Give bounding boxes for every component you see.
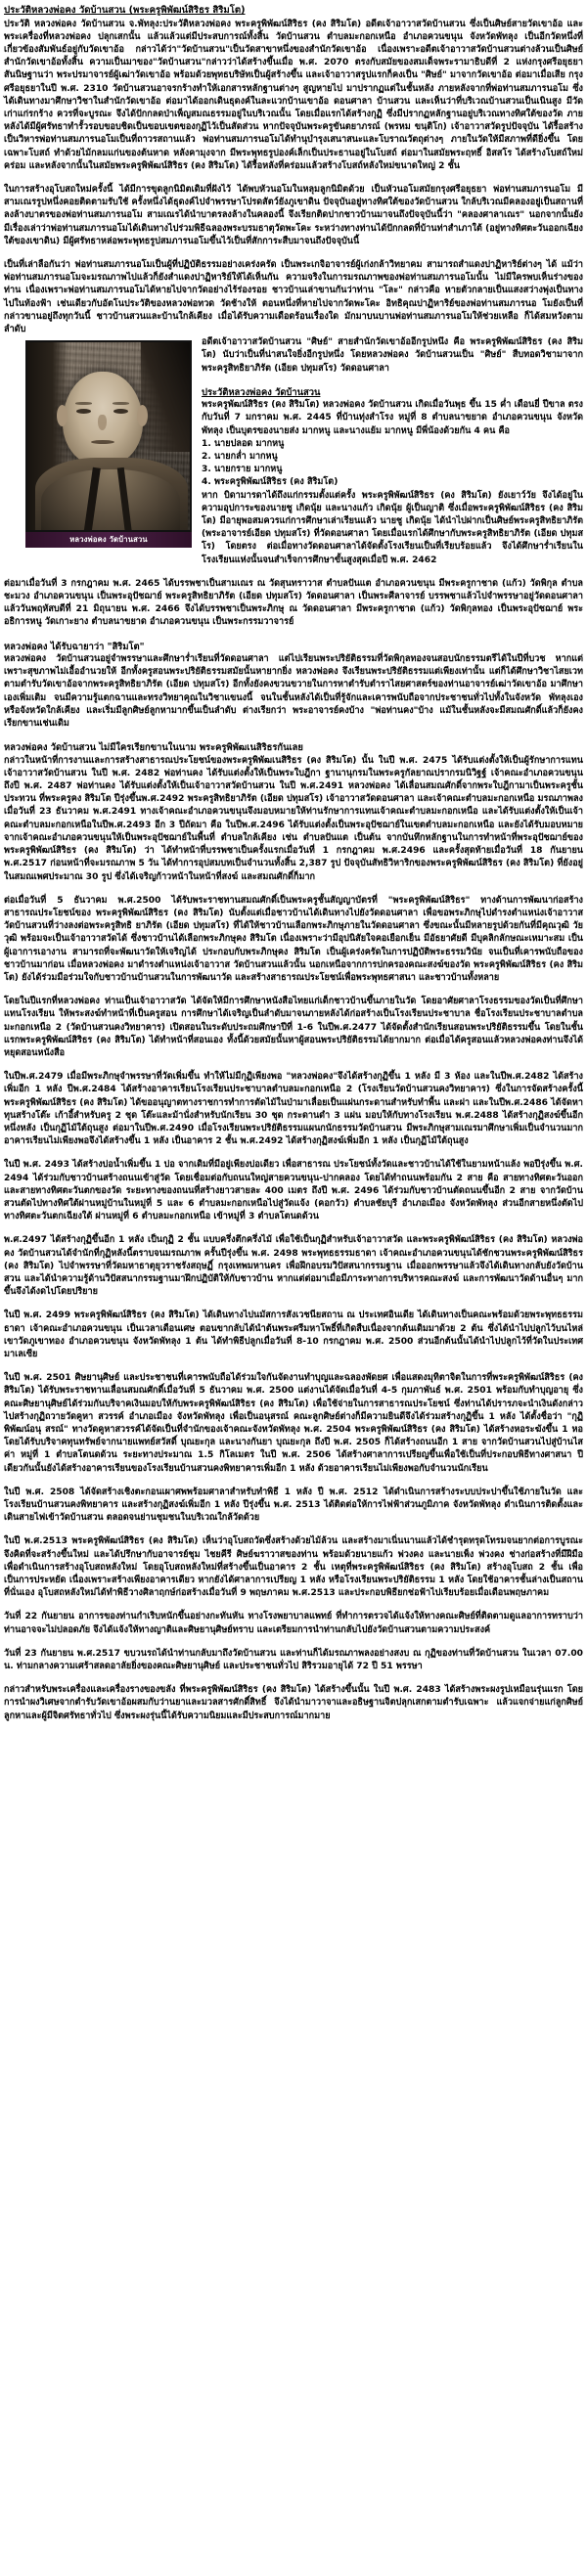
list-item: 3. นายกราย มากหนู (202, 465, 283, 475)
paragraph-nimit: ในการสร้างอุโบสถใหม่ครั้งนี้ ได้มีการขุดลูกนิมิตเดิมที่ฝังไว้ ได้พบหัวนอโมในหลุมลูกนิมิตด้วย เป็นหัวนอโมสมัยกรุงศรีอยุธยา พ่อท่านสมภารนอโม มีสามเณรรูปหนึ่งคอยติดตามรับใช้ ครั้งหนึ่งได้ธุดงค์ไปจำพรรษาโปรดสัตว์ยังภูเขาดิน ปัจจุบันอยู่ทางทิศใต้ของวัดบ้านสวน ใกล้บริเวณมีคลองอยู่เป็นสถานที่ลงล้างบาตรของพ่อท่านสมภารนอโม สามเณรได้นำบาตรลงล้างในคลองนี้ จึงเรียกติดปากชาวบ้านมาจนถึงปัจจุบันนี้ว่า "คลองศาลาเณร" นอกจากนั้นยังมีเรื่องเล่าว่าพ่อท่านสมภารนอโมได้เดินทางไปร่วมพิธีฉลองพระบรมธาตุวัดพะโคะ ระหว่างทางท่านได้ปักกลดที่บ้านท่าสำเภาใต้ (อยู่ทางทิศตะวันออกเฉียงใต้ของเขาดิน) มีผู้ศรัทธาหล่อพระพุทธรูปสมภารนอโมขึ้นไว้เป็นที่สักการะสืบมาจนถึงปัจจุบันนี้ (4, 184, 583, 246)
paragraph-birth: พระครูพัฒน์สิริธร (คง สิริมโต) หลวงพ่อคง วัดบ้านสวน เกิดเมื่อวันพุธ ขึ้น 15 ค่ำ เดือนยี่ ปีขาล ตรงกับวันที่ 7 มกราคม พ.ศ. 2445 ที่บ้านทุ่งสำโรง หมู่ที่ 8 ตำบลนาขยาด อำเภอควนขนุน จังหวัดพัทลุง เป็นบุตรของนายส่ง มากหนู และนางแย้ม มากหนู มีพี่น้องด้วยกัน 4 คน คือ (202, 400, 583, 436)
paragraph-school: โดยในปีแรกที่หลวงพ่อคง ท่านเป็นเจ้าอาวาสวัด ได้จัดให้มีการศึกษาหนังสือไทยแก่เด็กชาวบ้านขึ้นภายในวัด โดยอาศัยศาลาโรงธรรมของวัดเป็นที่ศึกษาแทนโรงเรียน ให้พระสงฆ์ทำหน้าที่เป็นครูสอน การศึกษาได้เจริญเป็นลำดับมาจนภายหลังได้ก่อสร้างเป็นโรงเรียนประชาบาล ชื่อโรงเรียนประชาบาลตำบลมะกอกเหนือ 2 (วัดบ้านสวนคงวิทยาคาร) เปิดสอนในระดับประถมศึกษาปีที่ 1-6 ในปีพ.ศ.2477 ได้จัดตั้งสำนักเรียนสอนพระปริยัติธรรมขึ้น โดยในชั้นแรกพระครูพิพัฒน์สิริธร (คง สิริมโต) ได้ทำหน้าที่สอนเอง ทั้งนี้ด้วยสมัยนั้นหาผู้สอนพระปริยัติธรรมได้ยากมาก ต่อเมื่อได้ครูสอนแล้วหลวงพ่อคงท่านจึงได้หยุดสอนหนังสือ (4, 997, 583, 1058)
paragraph-celebration-2501: ในปี พ.ศ. 2501 ศิษยานุศิษย์ และประชาชนที่เคารพนับถือได้ร่วมใจกันจัดงานทำบุญและฉลองพัดยศ เพื่อแสดงมุทิตาจิตในการที่พระครูพิพัฒน์สิริธร (คง สิริมโต) ได้รับพระราชทานเลื่อนสมณศักดิ์เมื่อวันที่ 5 ธันวาคม พ.ศ. 2500 แต่งานได้จัดเมื่อวันที่ 4-5 กุมภาพันธ์ พ.ศ. 2501 พร้อมกับทำบุญอายุ ซึ่งคณะศิษยานุศิษย์ได้ร่วมกันบริจาคเงินมอบให้กับพระครูพิพัฒน์สิริธร (คง สิริมโต) เพื่อใช้จ่ายในการสาธารณประโยชน์ ซึ่งท่านได้ปรารภจะนำเงินดังกล่าวไปสร้างกุฏิถวายวัดคูหา สวรรค์ อำเภอเมือง จังหวัดพัทลุง เพื่อเป็นอนุสรณ์ คณะลูกศิษย์ต่างก็มีความยินดีจึงได้ร่วมสร้างกุฏิขึ้น 1 หลัง ได้ตั้งชื่อว่า "กุฏิพิพัฒน์อนุ สรณ์" ทางวัดคูหาสวรรค์ได้จัดเป็นที่จำนักของเจ้าคณะจังหวัดพัทลุง พ.ศ. 2504 พระครูพิพัฒน์สิริธร (คง สิริมโต) ได้สร้างหอระฆังขึ้น 1 หอ โดยได้รับบริจาคทุนทรัพย์จากนายแพทย์สวัสดิ์ บุณยะกุล และนางกันยา บุณยะกุล ถึงปี พ.ศ. 2505 ก็ได้สร้างถนนอีก 1 สาย จากวัดบ้านสวนไปสู่บ้านไสค่า หมู่ที่ 1 ตำบลโตนดด้วน ระยะทางประมาณ 1.5 กิโลเมตร ในปี พ.ศ. 2506 ได้สร้างศาลาการเปรียญขึ้นเพื่อใช้เป็นที่ประกอบพิธีทางศาสนา ปีเดียวกันนั้นยังได้สร้างอาคารเรียนของโรงเรียนบ้านสวนคงพิทยาคารเพิ่มอีก 1 หลัง ด้วยอาคารเรียนไม่เพียงพอกับจำนวนนักเรียน (4, 1373, 583, 1474)
photo-shoulders (41, 469, 180, 532)
heading-chaya: หลวงพ่อคง ได้รับฉายาว่า "สิริมโต" (4, 641, 145, 652)
paragraph-passing: วันที่ 23 กันยายน พ.ศ.2517 ขบวนรถได้นำท่านกลับมาถึงวัดบ้านสวน และท่านก็ได้มรณภาพลงอย่างสงบ ณ กุฏิของท่านที่วัดบ้านสวน ในเวลา 07.00 น. ท่ามกลางความเศร้าสลดอาลัยยิ่งของคณะศิษยานุศิษย์ และประชาชนทั่วไป สิริรวมอายุได้ 72 ปี 51 พรรษา (4, 1648, 583, 1672)
paragraph-ubosot-rebuild: ในปี พ.ศ.2513 พระครูพิพัฒน์สิริธร (คง สิริมโต) เห็นว่าอุโบสถวัดซึ่งสร้างด้วยไม้ล้วน และสร้างมาเนิ่นนานแล้วได้ชำรุดทรุดโทรมจนยากต่อการบูรณะ จึงคิดที่จะสร้างขึ้นใหม่ และได้ปรึกษากับอาจารย์ชุม ไชยคีรี ศิษย์ฆราวาสของท่าน พร้อมด้วยนายแก้ว พ่วงคง และนายเพ็ง พ่วงคง ช่างก่อสร้างที่มีฝีมือ เพื่อดำเนินการสร้างอุโบสถหลังใหม่ โดยอุโบสถหลังใหม่ที่สร้างขึ้นเป็นอาคาร 2 ชั้น เหตุที่พระครูพิพัฒน์สิริธร (คง สิริมโต) สร้างอุโบสถ 2 ชั้น เพื่อเป็นการประหยัด เนื่องเพราะสร้างเพียงอาคารเดียว หากยังได้ศาลาการเปรียญ 1 หลัง หรือโรงเรียนพระปริยัติธรรม 1 หลัง โดยใช้อาคารชั้นล่างเป็นสถานที่นั่นเอง อุโบสถหลังใหม่ได้ทำพิธีวางศิลาฤกษ์ก่อสร้างเมื่อวันที่ 9 พฤษภาคม พ.ศ.2513 และประกอบพิธียกช่อฟ้าไปเรียบร้อยเมื่อเดือนพฤษภาคม (4, 1536, 583, 1599)
monk-photo-block (25, 340, 192, 548)
paragraph-guardians: หาก บิดามารดาได้ถึงแก่กรรมตั้งแต่ครั้ง พระครูพิพัฒน์สิริธร (คง สิริมโต) ยังเยาว์วัย จึงได้อยู่ในความอุปการะของนายชู เกิดนุ้ย และนางแก้ว เกิดนุ้ย ผู้เป็นญาติ ซึ่งเมื่อพระครูพิพัฒน์สิริธร (คง สิริมโต) มีอายุพอสมควรแก่การศึกษาเล่าเรียนแล้ว นายชู เกิดนุ้ย ได้นำไปฝากเป็นศิษย์พระครูสิทธิยาภิรัต (พระอาจารย์เอียด ปทุมสโร) ที่วัดดอนศาลา โดยเมื่อแรกได้ศึกษากับพระครูสิทธิยาภิรัต (เอียด ปทุมสโร) โดยตรง ต่อเมื่อทางวัดดอนศาลาได้จัดตั้งโรงเรียนเป็นที่เรียบร้อยแล้ว จึงได้ศึกษาร่ำเรียนในโรงเรียนแห่งนั้นจนสำเร็จการศึกษาขั้นสูงสุดเมื่อปี พ.ศ. 2462 (202, 490, 583, 565)
paragraph-kuti-2497: พ.ศ.2497 ได้สร้างกุฏิขึ้นอีก 1 หลัง เป็นกุฏิ 2 ชั้น แบบครึ่งตึกครึ่งไม้ เพื่อใช้เป็นกุฏิสำหรับเจ้าอาวาสวัด และพระครูพิพัฒน์สิริธร (คง สิริมโต) หลวงพ่อคง วัดบ้านสวนได้จำนักที่กุฏิหลังนี้ตราบจนมรณภาพ ครั้นปีรุ่งขึ้น พ.ศ. 2498 พระพุทธธรรมธาดา เจ้าคณะอำเภอควนขนุนได้ชักชวนพระครูพิพัฒน์สิริธร (คง สิริมโต) ไปจำพรรษาที่วัดมหาธาตุยุวราชรังสฤษฏิ์ กรุงเทพมหานคร เพื่อฝึกอบรมวิปัสสนากรรมฐาน เมื่อออกพรรษาแล้วจึงได้เดินทางกลับยังวัดบ้านสวน และได้นำความรู้ด้านวิปัสสนากรรมฐานมาฝึกปฏิบัติให้กับชาวบ้าน หากแต่ต่อมาเมื่อมีภาระทางการบริหารคณะสงฆ์ และการพัฒนาวัดด้านอื่นๆ มากขึ้นจึงได้งดไปโดยปริยาย (4, 1235, 583, 1298)
paragraph-title-2500: ต่อเมื่อวันที่ 5 ธันวาคม พ.ศ.2500 ได้รับพระราชทานสมณศักดิ์เป็นพระครูชั้นสัญญาบัตรที่ "พระครูพิพัฒน์สิริธร" ทางด้านการพัฒนาก่อสร้างสาธารณประโยชน์ของ พระครูพิพัฒน์สิริธร (คง สิริมโต) นับตั้งแต่เมื่อชาวบ้านได้เดินทางไปยังวัดดอนศาลา เพื่อขอพระภิกษุไปดำรงตำแหน่งเจ้าอาวาสวัดบ้านสวนที่ว่างลงต่อพระครูสิทธิ ยาภิรัต (เอียด ปทุมสโร) ที่ได้ให้ชาวบ้านเลือกพระภิกษุภายในวัดดอนศาลา ซึ่งขณะนั้นมีหลายรูปด้วยกันที่มีคุณวุฒิ วัยวุฒิ พร้อมจะเป็นเจ้าอาวาสวัดได้ ซึ่งชาวบ้านได้เลือกพระภิกษุคง สิริมโต เนื่องเพราะว่ามีอุปนิสัยใจคอเยือกเย็น มีอัธยาศัยดี มีบุคลิกลักษณะเหมาะสม เป็นผู้เอาการเอางาน สามารถที่จะพัฒนาวัดให้เจริญได้ ประกอบกับพระภิกษุคง สิริมโต เป็นผู้เคร่งครัดในการปฏิบัติพระธรรมวินัย จนเป็นที่เคารพนับถือของชาวบ้านมาก่อน เมื่อหลวงพ่อคง มาดำรงตำแหน่งเจ้าอาวาส วัดบ้านสวนแล้วนั้น นอกเหนือจากการปกครองคณะสงฆ์ของวัด พระครูพิพัฒน์สิริธร (คง สิริมโต) ยังได้ร่วมมือร่วมใจกับชาวบ้านบ้านสวนในการพัฒนาวัด และสร้างสาธารณประโยชน์เพื่อพระพุทธศาสนา และชาวบ้านทั้งหลาย (4, 895, 583, 983)
paragraph-study: หลวงพ่อคง วัดบ้านสวนอยู่จำพรรษาและศึกษาร่ำเรียนที่วัดดอนศาลา แต่ไปเรียนพระปริยัติธรรมที่วัดพิกุลทองจนสอบนักธรรมตรีได้ในปีที่บวช หากแต่เพราะสุขภาพไม่เอื้ออำนวยให้ อีกทั้งครูสอนพระปริยัติธรรมสมัยนั้นหายากยิ่ง หลวงพ่อคง จึงเรียนพระปริยัติธรรมแต่เพียงเท่านั้น แต่ก็ได้ศึกษาวิชาไสยเวท ตามตำรับวัดเขาอ้อจากพระครูสิทธิยาภิรัต (เอียด ปทุมสโร) อีกทั้งยังคงขวนขวายในการหาตำรับตำราไสยศาสตร์ของท่านอาจารย์เฒ่าวัดเขาอ้อ มาศึกษาเองเพิ่มเติม จนมีความรู้แตกฉานและทรงวิทยาคุณในวิชาแขนงนี้ จนในชั้นหลังได้เป็นที่รู้จักและเคารพนับถือจากประชาชนทั่วไปทั้งในจังหวัด พัทลุงเอง หรือจังหวัดใกล้เคียง และเริ่มมีลูกศิษย์ลูกหามากขึ้นเป็นลำดับ ต่างเรียกว่า พระอาจารย์คงบ้าง "พ่อท่านคง"บ้าง แม้ในชั้นหลังจะมีสมณศักดิ์แล้วก็ยังคงเรียกขานเช่นเดิม (4, 654, 583, 730)
heading-noname: หลวงพ่อคง วัดบ้านสวน ไม่มีใครเรียกขานในนาม พระครูพิพัฒเนสิริธรกันเลย (4, 742, 303, 754)
list-item: 1. นายปลอด มากหนู (202, 438, 285, 449)
paragraph-duties: กล่าวในหน้าที่การงานและการสร้างสาธารณประโยชน์ของพระครูพิพัฒเนสิริธร (คง สิริมโต) นั้น ในปี พ.ศ. 2475 ได้รับแต่งตั้งให้เป็นผู้รักษาการแทนเจ้าอาวาสวัดบ้านสวน ในปี พ.ศ. 2482 พ่อท่านคง ได้รับแต่งตั้งให้เป็นพระใบฎีกา ฐานานุกรมในพระครูกัลยาณปรากรมนิวิฐฐ์ เจ้าคณะอำเภอควนขนุน ถึงปี พ.ศ. 2487 พ่อท่านคง ได้รับแต่งตั้งให้เป็นเจ้าอาวาสวัดบ้านสวน ในปี พ.ศ.2491 หลวงพ่อคง ได้เลื่อนสมณศักดิ์จากพระใบฎีกามาเป็นพระครูชั้นประทวน ที่พระครูคง สิริมโต ปีรุ่งขึ้นพ.ศ.2492 พระครูสิทธิยาภิรัต (เอียด ปทุมสโร) เจ้าอาวาสวัดดอนศาลา และเจ้าคณะตำบลมะกอกเหนือ มรณภาพลงเมื่อวันที่ 23 ธันวาคม พ.ศ.2491 ทางเจ้าคณะอำเภอควนขนุนจึงมอบหมายให้ท่านรักษาการแทนเจ้าคณะตำบลมะกอกเหนือ และได้รับแต่งตั้งให้เป็นเจ้าคณะตำบลมะกอกเหนือในปีพ.ศ.2493 อีก 3 ปีถัดมา คือ ในปีพ.ศ.2496 ได้รับแต่งตั้งเป็นพระอุปัชฌาย์ในเขตตำบลมะกอกเหนือ และยังได้รับมอบหมายจากเจ้าคณะอำเภอควนขนุนให้เป็นพระอุปัชฌาย์ในพื้นที่ ตำบลใกล้เคียง เช่น ตำบลปันแต เป็นต้น จากบันทึกหลักฐานในการทำหน้าที่พระอุปัชฌาย์ของพระครูพิพัฒน์สิริธร (คง สิริมโต) ว่า ได้ทำหน้าที่บรรพชาเป็นครั้งแรกเมื่อวันที่ 1 กรกฎาคม พ.ศ.2496 และครั้งสุดท้ายเมื่อวันที่ 18 กันยายน พ.ศ.2517 ก่อนหน้าที่จะมรณภาพ 5 วัน ได้ทำการอุปสมบทเป็นจำนวนทั้งสิ้น 2,387 รูป ปัจจุบันสัทธิวิหาริกของพระครูพิพัฒน์สิริธร (คง สิริมโต) ที่ยังอยู่ในสมณเพศประมาณ 30 รูป ซึ่งได้เจริญก้าวหน้าในหน้าที่สงฆ์ และสมณศักดิ์ก็มาก (4, 755, 583, 882)
photo-shadow-right (141, 342, 190, 451)
paragraph-india-trip: ในปี พ.ศ. 2499 พระครูพิพัฒน์สิริธร (คง สิริมโต) ได้เดินทางไปนมัสการสังเวชนียสถาน ณ ประเทศอินเดีย ได้เดินทางเป็นคณะพร้อมด้วยพระพุทธธรรมธาดา เจ้าคณะอำเภอควนขนุน เป็นเวลาเดือนเศษ ตอนขากลับได้นำต้นพระศรีมหาโพธิ์ที่เกิดสืบเนื่องจากต้นเดิมมาด้วย 2 ต้น ซึ่งได้นำไปปลูกไว้บนไหล่เขาวัดภูเขาทอง อำเภอควนขนุน จังหวัดพัทลุง 1 ต้น ได้ทำพิธีปลูกเมื่อวันที่ 8-10 กรกฎาคม พ.ศ. 2500 ส่วนอีกต้นนั้นได้นำไปปลูกไว้ที่วัดในประเทศมาเลเซีย (4, 1310, 583, 1359)
page-title: ประวัติหลวงพ่อคง วัดบ้านสวน (พระครูพิพัฒน์สิริธร สิริมโต) (4, 5, 246, 16)
paragraph-well-roads: ในปี พ.ศ. 2493 ได้สร้างบ่อน้ำเพิ่มขึ้น 1 บ่อ จากเดิมที่มีอยู่เพียงบ่อเดียว เพื่อสาธารณ ประโยชน์ทั้งวัดและชาวบ้านได้ใช้ในยามหน้าแล้ง พอปีรุ่งขึ้น พ.ศ. 2494 ได้ร่วมกับชาวบ้านสร้างถนนเข้าสู่วัด โดยเชื่อมต่อกับถนนใหญ่สายควนขนุน-ปากคลอง โดยได้ทำถนนพร้อมกัน 2 สาย คือ สายทางทิศตะวันออก และสายทางทิศตะวันตกของวัด ระยะทางของถนนที่สร้างยาวสายละ 400 เมตร ถึงปี พ.ศ. 2496 ได้ร่วมกับชาวบ้านตัดถนนขึ้นอีก 2 สาย จากวัดบ้านสวนตัดไปทางทิศใต้ผ่านหมู่บ้านในหมู่ที่ 5 และ 6 ตำบลมะกอกเหนือไปสู่วัดแจ้ง (คอกวัว) ตำบลชัยบุรี อำเภอเมือง จังหวัดพัทลุง ส่วนอีกสายหนึ่งตัดไปทางทิศตะวันตกเฉียงใต้ ผ่านหมู่ที่ 6 ตำบลมะกอกเหนือ เข้าหมู่ที่ 3 ตำบลโตนดด้วน (4, 1160, 583, 1222)
siblings-list (202, 438, 583, 490)
paragraph-utilities: ในปี พ.ศ. 2508 ได้จัดสร้างเชิงตะกอนเผาศพพร้อมศาลาสำหรับทำพิธี 1 หลัง ปี พ.ศ. 2512 ได้ดำเนินการสร้างระบบประปาขึ้นใช้ภายในวัด และโรงเรียนบ้านสวนคงพิทยาคาร และสร้างกุฏิสงฆ์เพิ่มอีก 1 หลัง ปีรุ่งขึ้น พ.ศ. 2513 ได้ติดต่อให้การไฟฟ้าส่วนภูมิภาค จังหวัดพัทลุง ดำเนินการติดตั้งและเดินสายไฟเข้าวัดบ้านสวน ตลอดจนย่านชุมชนในบริเวณใกล้วัดด้วย (4, 1487, 583, 1524)
photo-brow-right (113, 402, 129, 405)
heading-history: ประวัติหลวงพ่อคง วัดบ้านสวน (202, 386, 321, 398)
photo-ear-right (137, 405, 148, 426)
photo-caption: หลวงพ่อคง วัดบ้านสวน (25, 532, 192, 548)
paragraph-amulets: กล่าวสำหรับพระเครื่องและเครื่องรางของขลัง ที่พระครูพิพัฒน์สิริธร (คง สิริมโต) ได้สร้างขึ้นนั้น ในปี พ.ศ. 2483 ได้สร้างพระผงรูปเหมือนรุ่นแรก โดยการนำผงวิเศษจากตำรับวัดเขาอ้อผสมกับว่านยาและมวลสารศักดิ์สิทธิ์ จึงได้นำมาวาจาและอธิษฐานจิตปลุกเสกตามตำรับเฉพาะ แล้วแจกจ่ายแก่ลูกศิษย์ลูกหาและผู้มีจิตศรัทธาทั่วไป ซึ่งพระผงรุ่นนี้ได้รับความนิยมและมีประสบการณ์มากมาย (4, 1685, 583, 1721)
paragraph-ordination: ต่อมาเมื่อวันที่ 3 กรกฎาคม พ.ศ. 2465 ได้บรรพชาเป็นสามเณร ณ วัดสุนทราวาส ตำบลปันแต อำเภอควนขนุน มีพระครูกาชาด (แก้ว) วัดพิกุล ตำบลชะมวง อำเภอควนขนุน เป็นพระอุปัชฌาย์ พระครูสิทธิยาภิรัต (เอียด ปทุมสโร) วัดดอนศาลา เป็นพระศีลาจารย์ บรรพชาแล้วไปจำพรรษาอยู่วัดดอนศาลา แล้ววันพฤหัสบดีที่ 21 มิถุนายน พ.ศ. 2466 จึงได้บรรพชาเป็นพระภิกษุ ณ วัดดอนศาลา มีพระครูกาชาด (แก้ว) วัดพิกุลทอง เป็นพระอุปัชฌาย์ พระอธิการหนู วัดเกาะยาง ตำบลนาขยาด อำเภอควนขนุน เป็นพระกรรมวาจารย์ (4, 578, 583, 628)
photo-brow-left (75, 402, 92, 405)
photo-ear-left (57, 405, 68, 426)
paragraph-illness: วันที่ 22 กันยายน อาการของท่านกำเริบหนักขึ้นอย่างกะทันหัน ทางโรงพยาบาลแพทย์ ที่ทำการตรวจได้แจ้งให้ทางคณะศิษย์ที่ติดตามดูแลอาการทราบว่าท่านอาจจะไม่ปลอดภัย จึงได้แจ้งให้ทางญาติและศิษยานุศิษย์ทราบ และเตรียมการนำท่านกลับไปยังวัดบ้านสวนตามความประสงค์ (4, 1612, 583, 1635)
paragraph-disciple: อดีตเจ้าอาวาสวัดบ้านสวน "ศิษย์" สายสำนักวัดเขาอ้ออีกรูปหนึ่ง คือ พระครูพิพัฒน์สิริธร (คง สิริมโต) นับว่าเป็นที่น่าสนใจยิ่งอีกรูปหนึ่ง โดยหลวงพ่อคง วัดบ้านสวนเป็น "ศิษย์" สืบทอดวิชามาจากพระครูสิทธิยาภิรัต (เอียด ปทุมสโร) วัดดอนศาลา (202, 337, 583, 374)
paragraph-intro: ประวัติ หลวงพ่อคง วัดบ้านสวน จ.พัทลุง:ประวัติหลวงพ่อคง พระครูพิพัฒน์สิริธร (คง สิริมโต) อดีตเจ้าอาวาสวัดบ้านสวน ซึ่งเป็นศิษย์สายวัดเขาอ้อ และพระเครื่องที่หลวงพ่อคง ปลุกเสกนั้น แล้วแล้วแต่มีประสบการณ์ทั้งสิ้น วัดบ้านสวน ตำบลมะกอกเหนือ อำเภอควนขนุน จังหวัดพัทลุง เป็นอีกวัดหนึ่งที่เกี่ยวข้องสัมพันธ์อยู่กับวัดเขาอ้อ กล่าวได้ว่า"วัดบ้านสวน"เป็นวัดสาขาหนึ่งของสำนักวัดเขาอ้อ เนื่องเพราะอดีตเจ้าอาวาสวัดบ้านสวนต่างล้วนเป็นศิษย์สำนักวัดเขาอ้อทั้งสิ้น ความเป็นมาของ"วัดบ้านสวน"กล่าวว่าได้สร้างขึ้นเมื่อ พ.ศ. 2070 ตรงกับสมัยของสมเด็จพระรามาธิบดีที่ 2 แห่งกรุงศรีอยุธยา สันนิษฐานว่า พระปรมาจารย์ผู้เฒ่าวัดเขาอ้อ พร้อมด้วยพุทธบริษัทเป็นผู้สร้างขึ้น และเจ้าอาวาสรูปแรกก็คงเป็น "ศิษย์" มาจากวัดเขาอ้อ ต่อมาเมื่อเสีย กรุงศรีอยุธยาในปี พ.ศ. 2310 วัดบ้านสวนอาจรกร้างทำให้เอกสารหลักฐานต่างๆ สูญหายไป มาปรากฏแต่ในชั้นหลัง ภายหลังจากที่พ่อท่านสมภารนอโม ซึ่งได้เดินทางมาศึกษาวิชาในสำนักวัดเขาอ้อ ต่อมาได้ออกเดินธุดงค์ในละแวกบ้านเขาอ้อ ดอนศาลา บ้านสวน และเห็นว่าที่บริเวณบ้านสวนเป็นเนินสูง มีวัดเก่าแก่รกร้าง ควรที่จะบูรณะ จึงได้ปักกลดป่าเพ็ญสมณธรรมอยู่ในบริเวณนั้น โดยเมื่อแรกได้สร้างกุฏิ ซึ่งมีปรากฏหลักฐานอยู่บริเวณทางทิศใต้ของวัด ภายหลังได้มีผู้ศรัทธาทำรั้วรอบขอบชิดเป็นขอบเขตของกุฏิไว้เป็นสัดส่วน หากปัจจุบันพระครูขันตยาภรณ์ (พรหม ขนฺติโก) เจ้าอาวาสวัดรูปปัจจุบัน ได้รื้อสร้างเป็นวิหารพ่อท่านสมภารนอโมเป็นที่ถาวรสถานแล้ว พ่อท่านสมภารนอโมได้ทำนุบำรุงเสนาสนะและโบราณวัตถุต่างๆ ภายในวัดให้มีสภาพที่ดียิ่งขึ้น โดยเฉพาะโบสถ์ ทำด้วยไม้กลมแก่นของต้นหาด หลังคามุงจาก มีพระพุทธรูปองค์เล็กเป็นประธานอยู่ในโบสถ์ ต่อมาในสมัยพระฤทธิ์ อิสสโร ได้สร้างโบสถ์ใหม่คร่อม และหลังจากนั้นในสมัยพระครูพิพัฒน์สิริธร (คง สิริมโต) ได้รื้อหลังที่คร่อมแล้วสร้างโบสถ์หลังใหม่ขนาดใหญ่ 2 ชั้น (4, 19, 583, 171)
paragraph-legend: เป็นที่เล่าลือกันว่า พ่อท่านสมภารนอโมเป็นผู้ที่ปฏิบัติธรรมอย่างเคร่งครัด เป็นพระเกจิอาจารย์ผู้เก่งกล้าวิทยาคม สามารถสำแดงปาฏิหาริย์ต่างๆ ได้ แม้ว่าพ่อท่านสมภารนอโมจะมรณภาพไปแล้วก็ยังสำแดงปาฏิหาริย์ให้ได้เห็นกัน ความจริงในการมรณภาพของพ่อท่านสมภารนอโมนั้น ไม่มีใครพบเห็นร่างของท่าน เนื่องเพราะพ่อท่านสมภารนอโมได้หายไปจากวัดอย่างไร้ร่องรอย ชาวบ้านเล่าขานกันว่าท่าน "โละ" กล่าวคือ หายตัวกลายเป็นแสงสว่างพุ่งเป็นทางไปในท้องฟ้า เช่นเดียวกับอัตโนประวัติของหลวงพ่อทวด วัดช้างให้ ตอนหนึ่งที่หายไปจากวัดพะโคะ อิทธิคุณปาฏิหาริย์ของพ่อท่านสมภารนอ โมยังเป็นที่กล่าวขานอยู่ถึงทุกวันนี้ ชาวบ้านสวนและบ้านใกล้เคียง เมื่อได้รับความเดือดร้อนเรื่องใด มักมาบนบานพ่อท่านสมภารนอโมให้ช่วยเหลือ ก็ได้สมหวังตามลำดับ (4, 259, 583, 334)
list-item: 2. นายกล่ำ มากหนู (202, 452, 278, 462)
paragraph-kuti-2479: ในปีพ.ศ.2479 เมื่อมีพระภิกษุจำพรรษาที่วัดเพิ่มขึ้น ทำให้ไม่มีกุฏิเพียงพอ "หลวงพ่อคง"จึงได้สร้างกุฏิขึ้น 1 หลัง มี 3 ห้อง และในปีพ.ศ.2482 ได้สร้างเพิ่มอีก 1 หลัง ปีพ.ศ.2484 ได้สร้างอาคารเรียนโรงเรียนประชาบาลตำบลมะกอกเหนือ 2 (โรงเรียนวัดบ้านสวนคงวิทยาคาร) ซึ่งในการจัดสร้างครั้งนี้พระครูพิพัฒน์สิริธร (คง สิริมโต) ได้ขออนุญาตทางราชการทำการตัดไม้ในป่ามาเลื่อยเป็นแผ่นกระดานสำหรับทำพื้น และฝา และในปีพ.ศ.2486 ได้จัดหาทุนสร้างโต๊ะ เก้าอี้สำหรับครู 2 ชุด โต๊ะและม้านั่งสำหรับนักเรียน 30 ชุด กระดานดำ 3 แผ่น มอบให้กับทางโรงเรียน พ.ศ.2488 ได้สร้างกุฏิสงฆ์ขึ้นอีกหนึ่งหลัง เป็นกุฏิไม้ใต้ถุนสูง ต่อมาในปีพ.ศ.2490 เมื่อโรงเรียนพระปริยัติธรรมแผนกนักธรรมวัดบ้านสวน มีพระภิกษุสามเณรมาศึกษาเพิ่มเป็นจำนวนมาก อาคารเรียนไม่เพียงพอจึงได้สร้างขึ้น 1 หลัง เป็นอาคาร 2 ชั้น พ.ศ.2492 ได้สร้างกุฏิสงฆ์เพิ่มอีก 1 หลัง เป็นกุฏิไม้ใต้ถุนสูง (4, 1072, 583, 1147)
monk-photo (25, 340, 192, 532)
list-item: 4. พระครูพิพัฒน์สิริธร (คง สิริมโต) (202, 477, 339, 488)
photo-side-column (202, 336, 583, 567)
